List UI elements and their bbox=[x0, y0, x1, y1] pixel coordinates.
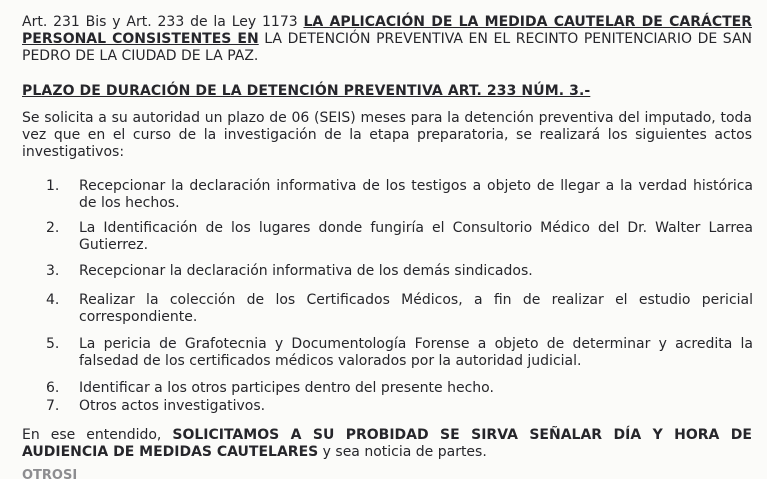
section-heading: PLAZO DE DURACIÓN DE LA DETENCIÓN PREVENTIVA ART. 233 NÚM. 3.- bbox=[22, 83, 591, 99]
intro-paragraph bbox=[22, 14, 752, 65]
intro-measure-emphasis: LA APLICACIÓN DE LA MEDIDA CAUTELAR DE CARÁCTER PERSONAL CONSISTENTES EN bbox=[22, 14, 752, 47]
intro-legal-reference: Art. 231 Bis y Art. 233 de la Ley 1173 bbox=[22, 14, 304, 30]
closing-notice: y sea noticia de partes. bbox=[318, 444, 487, 460]
list-item-text: Identificar a los otros participes dentro del presente hecho. bbox=[79, 380, 494, 396]
request-paragraph: Se solicita a su autoridad un plazo de 06 (SEIS) meses para la detención preventiva del imputado, toda vez que en el curso de la investigación de la etapa preparatoria, se realizará los siguientes actos investigativos: bbox=[22, 110, 752, 160]
list-item-number: 2. bbox=[46, 220, 60, 236]
list-item-number: 5. bbox=[46, 336, 60, 352]
list-item-text: Realizar la colección de los Certificados Médicos, a fin de realizar el estudio pericial correspondiente. bbox=[79, 292, 753, 325]
list-item-number: 6. bbox=[46, 380, 60, 396]
list-item-text: Otros actos investigativos. bbox=[79, 398, 266, 414]
cutoff-next-section: OTROSÍ bbox=[22, 469, 78, 479]
list-item-number: 7. bbox=[46, 398, 60, 414]
list-item-number: 4. bbox=[46, 292, 60, 308]
intro-detention-place: LA DETENCIÓN PREVENTIVA EN EL RECINTO PENITENCIARIO DE SAN PEDRO DE LA CIUDAD DE LA PAZ. bbox=[22, 31, 753, 64]
list-item-number: 1. bbox=[46, 178, 60, 194]
list-item-text: La Identificación de los lugares donde fungiría el Consultorio Médico del Dr. Walter Larrea Gutierrez. bbox=[79, 220, 753, 253]
closing-paragraph bbox=[22, 427, 752, 461]
list-item-text: Recepcionar la declaración informativa de los testigos a objeto de llegar a la verdad histórica de los hechos. bbox=[79, 178, 753, 211]
list-item-text: La pericia de Grafotecnia y Documentología Forense a objeto de determinar y acredita la falsedad de los certificados médicos valorados por la autoridad judicial. bbox=[79, 336, 753, 369]
closing-lead: En ese entendido, bbox=[22, 427, 173, 443]
list-item-number: 3. bbox=[46, 263, 60, 279]
closing-request-emphasis: SOLICITAMOS A SU PROBIDAD SE SIRVA SEÑALAR DÍA Y HORA DE AUDIENCIA DE MEDIDAS CAUTELARES bbox=[22, 427, 752, 460]
list-item-text: Recepcionar la declaración informativa de los demás sindicados. bbox=[79, 263, 533, 279]
